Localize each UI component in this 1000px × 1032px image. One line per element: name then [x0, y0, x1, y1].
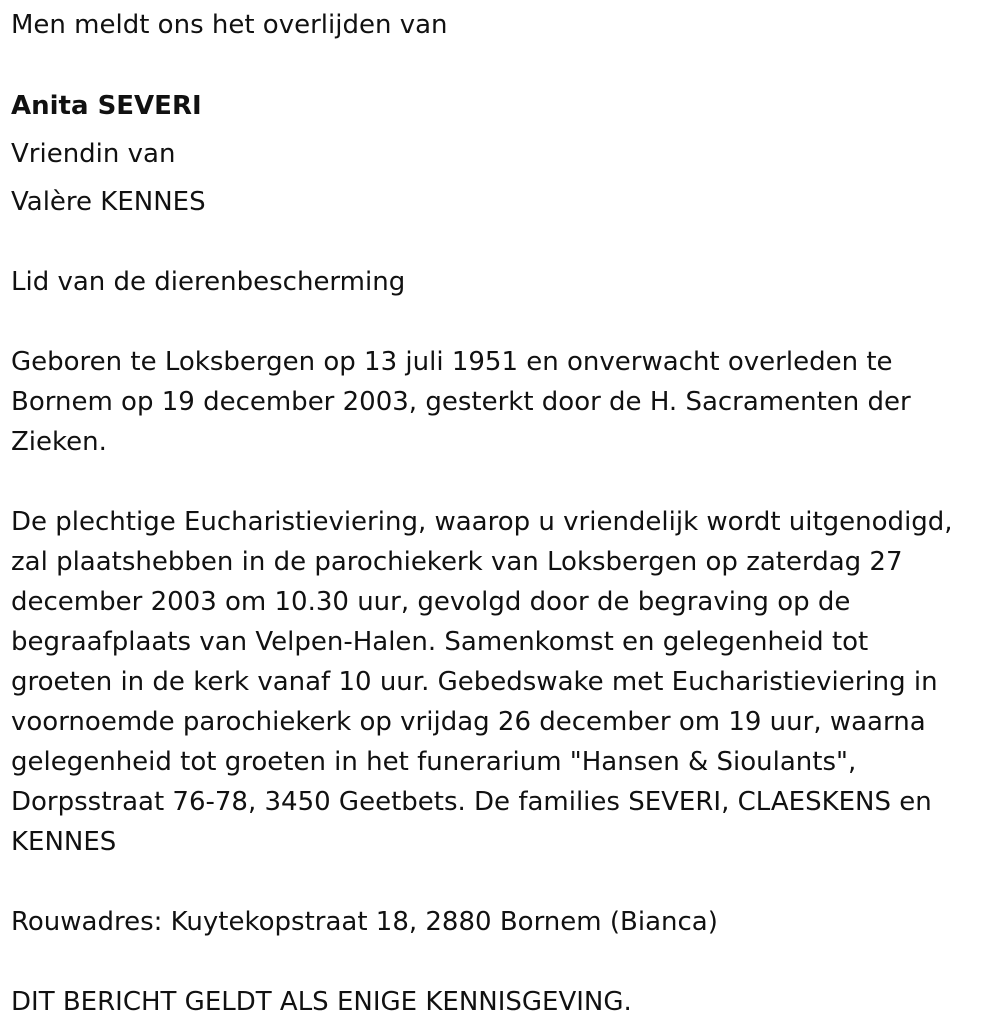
ceremony-line: groeten in de kerk vanaf 10 uur. Gebedswake met Eucharistieviering in: [11, 667, 938, 697]
ceremony-line: voornoemde parochiekerk op vrijdag 26 december om 19 uur, waarna: [11, 707, 926, 737]
ceremony-line: december 2003 om 10.30 uur, gevolgd door de begraving op de: [11, 587, 851, 617]
ceremony-line: zal plaatshebben in de parochiekerk van Loksbergen op zaterdag 27: [11, 547, 903, 577]
ceremony-line: KENNES: [11, 827, 117, 857]
membership-text: Lid van de dierenbescherming: [11, 267, 406, 297]
closing-statement: DIT BERICHT GELDT ALS ENIGE KENNISGEVING.: [11, 987, 632, 1017]
intro-text: Men meldt ons het overlijden van: [11, 10, 448, 40]
ceremony-paragraph: [11, 502, 986, 862]
ceremony-line: gelegenheid tot groeten in het funerarium "Hansen & Sioulants",: [11, 747, 857, 777]
ceremony-line: Dorpsstraat 76-78, 3450 Geetbets. De families SEVERI, CLAESKENS en: [11, 787, 932, 817]
birth-death-line: Geboren te Loksbergen op 13 juli 1951 en onverwacht overleden te: [11, 347, 893, 377]
deceased-name: Anita SEVERI: [11, 91, 202, 121]
partner-name: Valère KENNES: [11, 187, 206, 217]
ceremony-line: begraafplaats van Velpen-Halen. Samenkomst en gelegenheid tot: [11, 627, 869, 657]
mourning-address: Rouwadres: Kuytekopstraat 18, 2880 Bornem (Bianca): [11, 907, 718, 937]
birth-death-line: Bornem op 19 december 2003, gesterkt door de H. Sacramenten der: [11, 387, 911, 417]
birth-death-paragraph: [11, 342, 986, 462]
relation-label: Vriendin van: [11, 139, 176, 169]
birth-death-line: Zieken.: [11, 427, 107, 457]
ceremony-line: De plechtige Eucharistieviering, waarop u vriendelijk wordt uitgenodigd,: [11, 507, 953, 537]
